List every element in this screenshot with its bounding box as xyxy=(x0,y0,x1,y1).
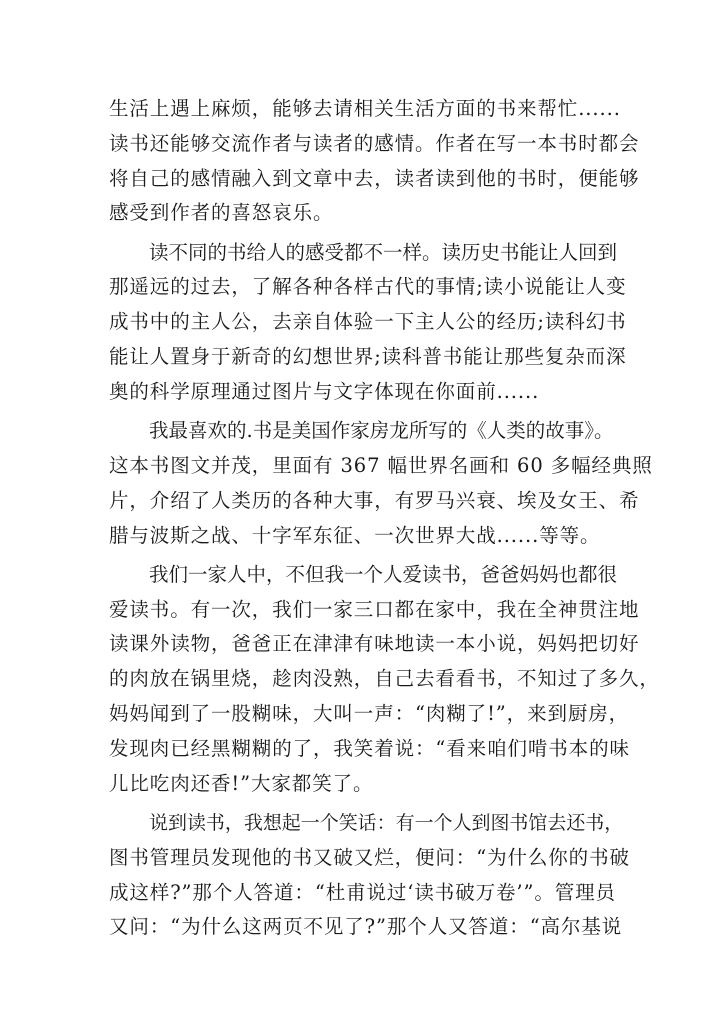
document-body xyxy=(109,92,660,945)
text-line: 这本书图文并茂，里面有 367 幅世界名画和 60 多幅经典照 xyxy=(109,453,653,477)
text-line: 能让人置身于新奇的幻想世界;读科普书能让那些复杂而深 xyxy=(109,345,627,369)
text-line: 成这样?”那个人答道：“杜甫说过‘读书破万卷’”。管理员 xyxy=(109,880,616,904)
text-line: 又问：“为什么这两页不见了?”那个人又答道：“高尔基说 xyxy=(109,915,623,939)
text-line: 片，介绍了人类历的各种大事，有罗马兴衰、埃及女王、希 xyxy=(109,488,640,512)
text-line: 读书还能够交流作者与读者的感情。作者在写一本书时都会 xyxy=(109,131,640,155)
text-line: 儿比吃肉还香!”大家都笑了。 xyxy=(109,771,374,795)
text-line: 我们一家人中，不但我一个人爱读书，爸爸妈妈也都很 xyxy=(149,562,618,586)
text-line: 爱读书。有一次，我们一家三口都在家中，我在全神贯注地 xyxy=(109,597,640,621)
text-line: 将自己的感情融入到文章中去，读者读到他的书时，便能够 xyxy=(109,166,640,190)
text-line: 图书管理员发现他的书又破又烂，便问：“为什么你的书破 xyxy=(109,845,630,869)
text-line: 读不同的书给人的感受都不一样。读历史书能让人回到 xyxy=(149,240,618,264)
text-line: 发现肉已经黑糊糊的了，我笑着说：“看来咱们啃书本的味 xyxy=(109,736,630,760)
text-line: 我最喜欢的.书是美国作家房龙所写的《人类的故事》。 xyxy=(149,419,614,443)
text-line: 那遥远的过去，了解各种各样古代的事情;读小说能让人变 xyxy=(109,275,627,299)
text-line: 奥的科学原理通过图片与文字体现在你面前...... xyxy=(109,379,540,403)
text-line: 感受到作者的喜怒哀乐。 xyxy=(109,201,334,225)
text-line: 妈妈闻到了一股糊味，大叫一声：“肉糊了!”，来到厨房， xyxy=(109,702,630,726)
text-line: 说到读书，我想起一个笑话：有一个人到图书馆去还书， xyxy=(149,811,624,834)
text-line: 生活上遇上麻烦，能够去请相关生活方面的书来帮忙...... xyxy=(109,97,621,120)
text-line: 读课外读物，爸爸正在津津有味地读一本小说，妈妈把切好 xyxy=(109,632,640,656)
text-line: 的肉放在锅里烧，趁肉没熟，自己去看看书，不知过了多久， xyxy=(109,667,660,691)
text-line: 成书中的主人公，去亲自体验一下主人公的经历;读科幻书 xyxy=(109,310,627,334)
text-line: 腊与波斯之战、十字军东征、一次世界大战......等等。 xyxy=(109,523,601,547)
